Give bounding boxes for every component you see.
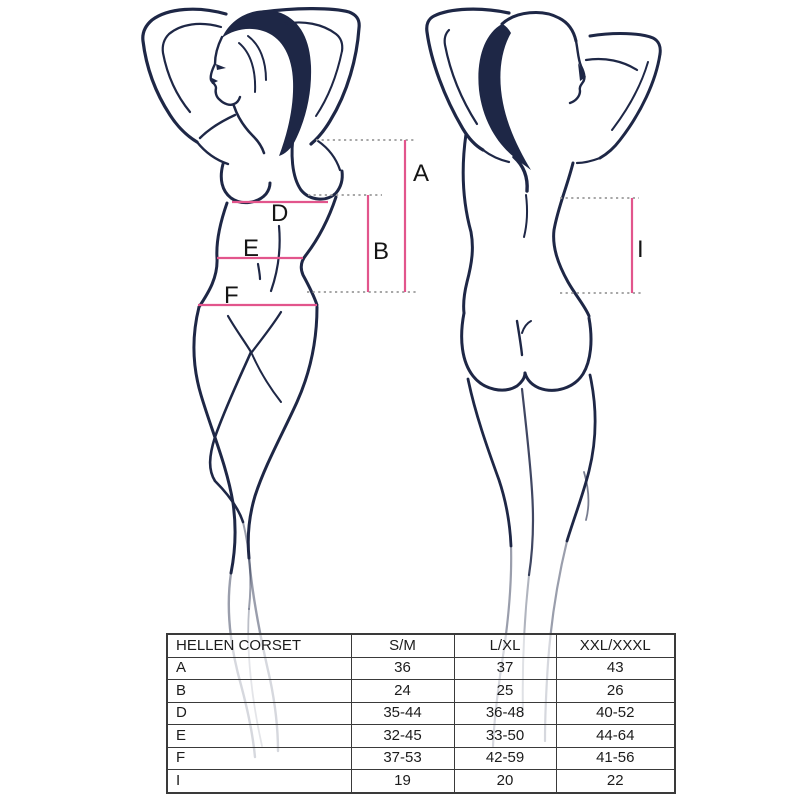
size-cell: 20	[454, 770, 556, 793]
size-cell: 22	[556, 770, 675, 793]
size-cell: 43	[556, 657, 675, 680]
row-label-cell: I	[167, 770, 351, 793]
size-cell: 26	[556, 680, 675, 703]
measure-label-I: I	[637, 236, 644, 263]
measure-label-D: D	[271, 200, 289, 227]
size-cell: 24	[351, 680, 454, 703]
table-row	[167, 770, 675, 793]
size-cell: 37-53	[351, 747, 454, 770]
back-torso	[463, 134, 472, 313]
front-torso	[199, 203, 227, 307]
table-row	[167, 725, 675, 748]
row-label-cell: E	[167, 725, 351, 748]
size-cell: 35-44	[351, 702, 454, 725]
size-cell: 40-52	[556, 702, 675, 725]
size-cell: 41-56	[556, 747, 675, 770]
size-table	[166, 633, 676, 794]
back-hair	[478, 24, 531, 170]
size-cell: 32-45	[351, 725, 454, 748]
measure-label-B: B	[373, 238, 390, 265]
size-cell: 33-50	[454, 725, 556, 748]
size-column-header: S/M	[351, 634, 454, 657]
row-label-cell: B	[167, 680, 351, 703]
size-cell: 37	[454, 657, 556, 680]
size-column-header: L/XL	[454, 634, 556, 657]
row-label-cell: A	[167, 657, 351, 680]
back-legs	[468, 379, 511, 546]
measure-label-A: A	[413, 160, 430, 187]
measurement-annotations	[198, 140, 644, 309]
size-cell: 42-59	[454, 747, 556, 770]
row-label-cell: F	[167, 747, 351, 770]
product-name-cell: HELLEN CORSET	[167, 634, 351, 657]
table-row	[167, 680, 675, 703]
size-cell: 19	[351, 770, 454, 793]
size-cell: 25	[454, 680, 556, 703]
back-right-arm	[590, 34, 660, 54]
table-row	[167, 702, 675, 725]
front-face-profile	[211, 37, 240, 105]
size-cell: 44-64	[556, 725, 675, 748]
measure-label-E: E	[243, 235, 260, 262]
table-row	[167, 657, 675, 680]
back-hips	[462, 313, 525, 390]
size-table-header-row	[167, 634, 675, 657]
measure-label-F: F	[224, 282, 239, 309]
size-cell: 36	[351, 657, 454, 680]
front-bust	[221, 164, 270, 203]
table-row	[167, 747, 675, 770]
row-label-cell: D	[167, 702, 351, 725]
front-hair	[222, 10, 311, 156]
size-column-header: XXL/XXXL	[556, 634, 675, 657]
size-cell: 36-48	[454, 702, 556, 725]
front-left-arm	[143, 9, 226, 142]
